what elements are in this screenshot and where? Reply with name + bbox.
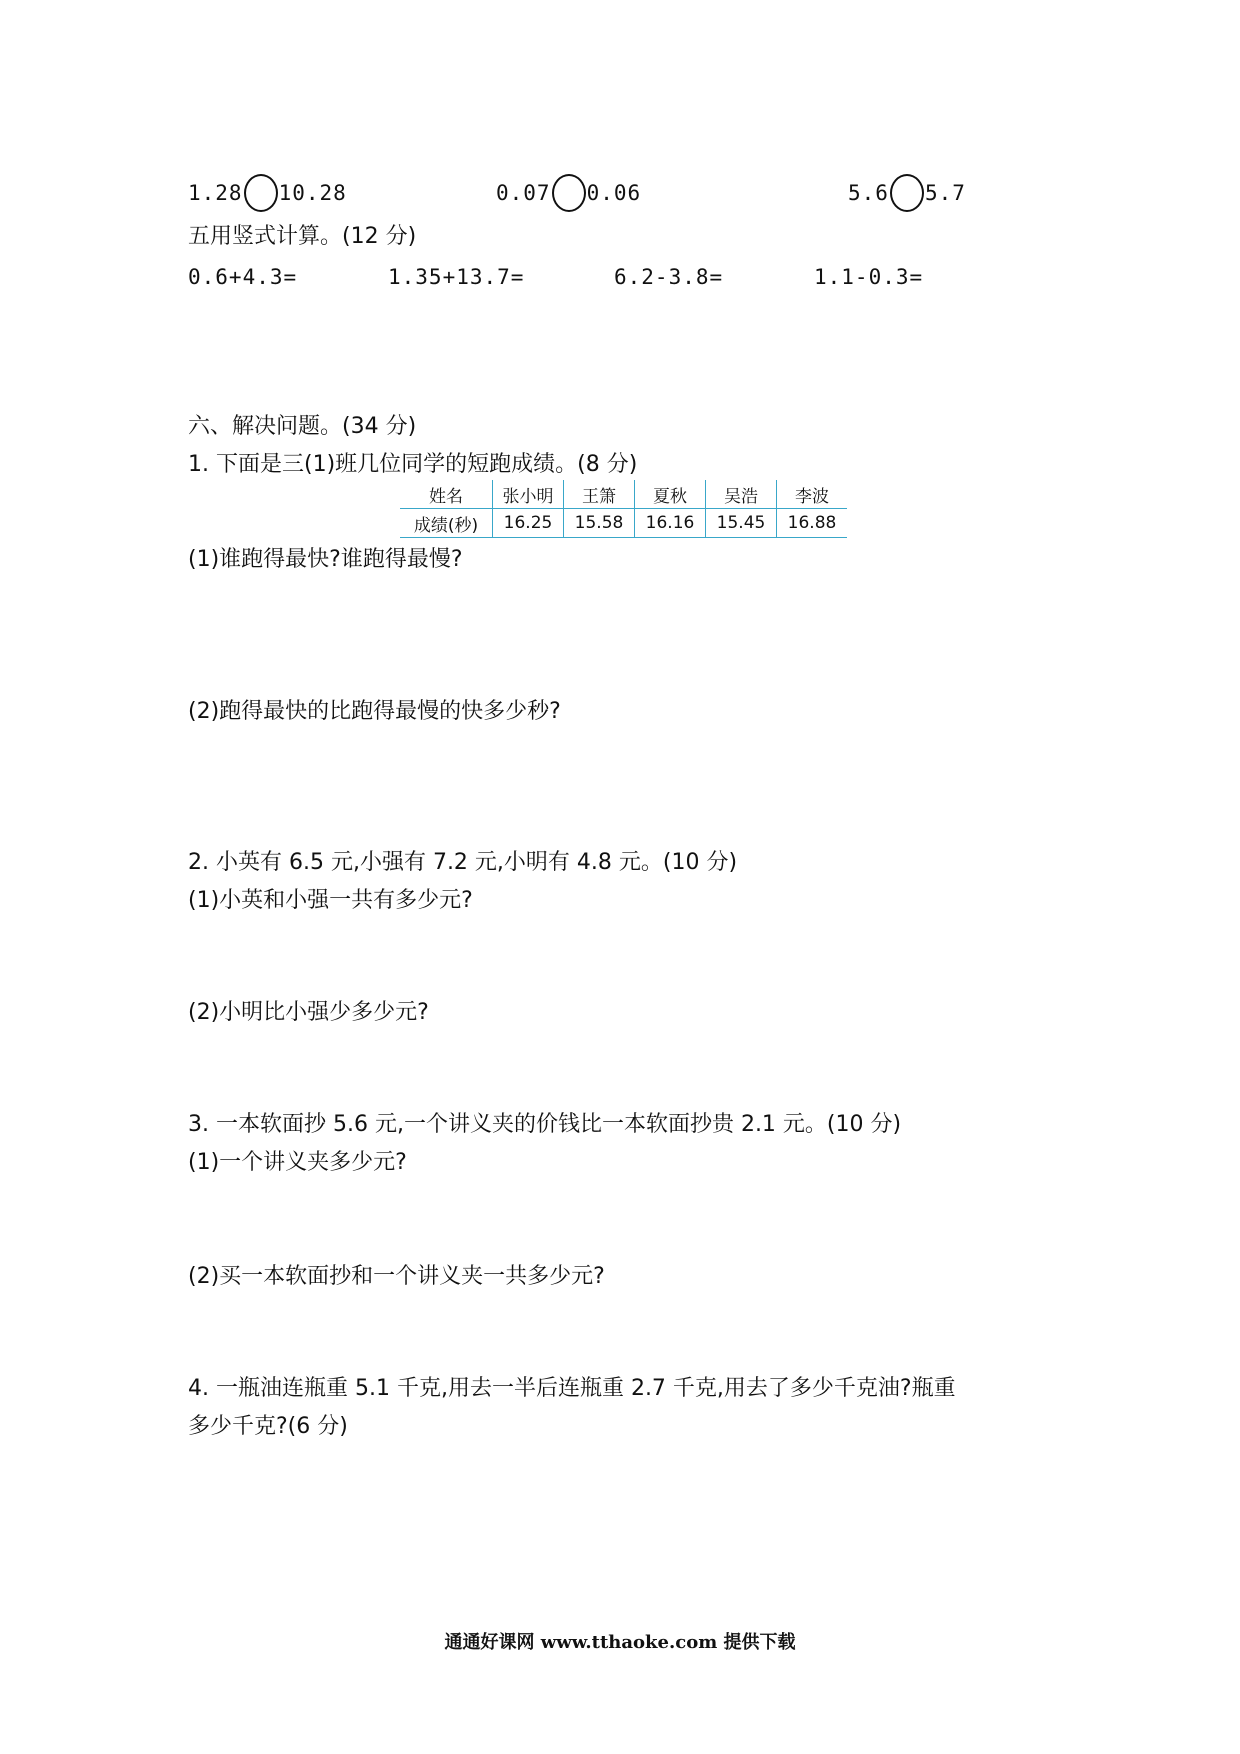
question-1-sub-1: (1)谁跑得最快?谁跑得最慢? [188,547,463,572]
table-header-cell: 王箫 [564,480,635,509]
comparison-3-right: 5.7 [924,181,966,205]
question-4-line-2: 多少千克?(6 分) [188,1414,348,1439]
table-cell: 16.16 [635,509,706,538]
section5-title: 五用竖式计算。(12 分) [188,224,417,249]
table-header-cell: 张小明 [493,480,564,509]
comparison-2 [496,174,641,212]
vertical-calc-problem: 6.2-3.8= [614,265,724,289]
comparison-1-left: 1.28 [188,181,243,205]
comparison-2-left: 0.07 [496,181,551,205]
table-header-cell: 夏秋 [635,480,706,509]
question-1-sub-2: (2)跑得最快的比跑得最慢的快多少秒? [188,699,561,724]
answer-circle[interactable] [890,174,924,212]
comparison-3-left: 5.6 [848,181,889,205]
table-row-label: 成绩(秒) [400,509,493,538]
question-2: 2. 小英有 6.5 元,小强有 7.2 元,小明有 4.8 元。(10 分) [188,850,738,875]
answer-circle[interactable] [552,174,586,212]
question-4-line-1: 4. 一瓶油连瓶重 5.1 千克,用去一半后连瓶重 2.7 千克,用去了多少千克油?瓶重 [188,1376,956,1401]
footer-source: 通通好课网 www.tthaoke.com 提供下载 [444,1632,796,1653]
table-header-cell: 吴浩 [706,480,777,509]
table-cell: 16.88 [777,509,848,538]
table-header-row [400,480,847,509]
section6-title: 六、解决问题。(34 分) [188,414,417,439]
comparison-2-right: 0.06 [586,181,642,205]
answer-circle[interactable] [244,174,278,212]
table-header-cell: 姓名 [400,480,493,509]
table-cell: 15.58 [564,509,635,538]
comparison-1-right: 10.28 [278,181,347,205]
table-cell: 16.25 [493,509,564,538]
vertical-calc-problem: 1.35+13.7= [388,265,525,289]
table-header-cell: 李波 [777,480,848,509]
table-row [400,509,847,538]
question-3-sub-1: (1)一个讲义夹多少元? [188,1150,407,1175]
table-cell: 15.45 [706,509,777,538]
question-1: 1. 下面是三(1)班几位同学的短跑成绩。(8 分) [188,452,638,477]
vertical-calc-problem: 0.6+4.3= [188,265,298,289]
question-2-sub-2: (2)小明比小强少多少元? [188,1000,429,1025]
vertical-calc-problem: 1.1-0.3= [814,265,924,289]
comparison-1 [188,174,347,212]
question-2-sub-1: (1)小英和小强一共有多少元? [188,888,473,913]
comparison-3 [848,174,966,212]
question-3: 3. 一本软面抄 5.6 元,一个讲义夹的价钱比一本软面抄贵 2.1 元。(10 分) [188,1112,902,1137]
question-3-sub-2: (2)买一本软面抄和一个讲义夹一共多少元? [188,1264,605,1289]
score-table [400,480,847,538]
